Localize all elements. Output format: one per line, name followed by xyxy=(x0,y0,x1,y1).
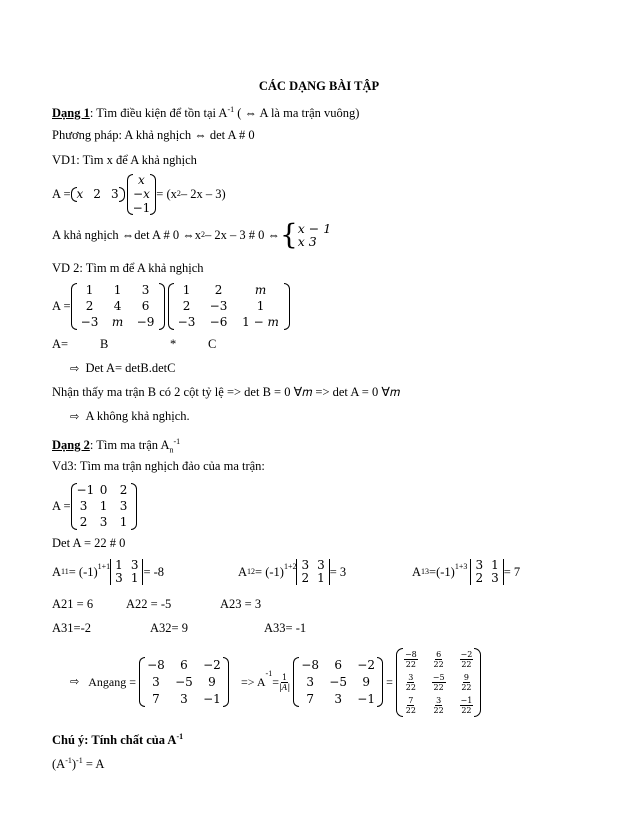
not-invertible-line: ⇨ A không khả nghịch. xyxy=(70,409,190,423)
cofactor-row-1 xyxy=(52,557,521,587)
cofactor-a11: A 11 = (-1) $^{1+1}$ 1 3 3 1 = -8 xyxy=(52,558,165,585)
dang2-line: Dạng 2: Tìm ma trận $A_n^{-1}$ xyxy=(52,437,181,455)
inverse-matrix: $\frac{-8}{22}$ $\frac{6}{22}$ $\frac{-2}{22}$ $\frac{3}{22}$ $\frac{-5}{22}$ $\frac{9}{22}$ $\frac{7}{22}$ $\frac{3}{22}$ $\frac{-1}{22}$ xyxy=(396,648,481,717)
dang1-label: Dạng 1 xyxy=(52,106,90,121)
vd1-line: VD1: Tìm x để A khả nghịch xyxy=(52,153,197,167)
cofactor-a13: A 13 =(-1) $^{1+3}$ 3 1 2 3 = 7 xyxy=(412,558,521,585)
page-title: CÁC DẠNG BÀI TẬP xyxy=(258,79,380,93)
implies-icon: ⇨ xyxy=(70,675,80,688)
vd3-line: Vd3: Tìm ma trận nghịch đảo của ma trận: xyxy=(52,459,265,473)
a2-line: A = 1 1 3 2 4 6 −3 𝑚 −9 1 2 𝑚 2 −3 1 −3 −6 1 − 𝑚 xyxy=(52,282,290,330)
matrix-c: 1 2 𝑚 2 −3 1 −3 −6 1 − 𝑚 xyxy=(168,283,290,330)
dang1-line: Dạng 1: Tìm điều kiện để tồn tại $A^{-1}$ ( ⇔ A là ma trận vuông) xyxy=(52,105,360,121)
implies-icon: ⇨ xyxy=(70,410,80,423)
matrix-b: 1 1 3 2 4 6 −3 𝑚 −9 xyxy=(71,283,165,330)
abc-line: A= B * C xyxy=(52,337,217,351)
det-bc-line: ⇨ Det A= detB.detC xyxy=(70,361,176,375)
method-line: Phương pháp: A khả nghịch ⇔ det A # 0 xyxy=(52,128,255,142)
implies-icon: ⇨ xyxy=(70,362,80,375)
adjugate-line: ⇨ Angang = −8 6 −2 3 −5 9 7 3 −1 => A $^{-1}$ = $\frac{1}{\text{|𝐴|}}$ −8 6 −2 3 −5 9 7 3 −1 = $\frac{-8}{22}$ $\frac{6}{22}$ $\frac{-2}{22}$ $\frac{3}{22}$ $\frac{-5}{22}$ $\frac{9}{22}$ $\frac{7}{22}$ $\frac{3}{22}$ $\frac{-1}{22}$ xyxy=(70,644,481,720)
property-line: $(A^{-1})^{-1} = A$ xyxy=(52,756,105,772)
a1-line: A = 𝑥 2 3 𝑥 −𝑥 −1 = (x 2 – 2x – 3) xyxy=(52,172,226,215)
cofactor-row-2: A21 = 6 A22 = -5 A23 = 3 xyxy=(52,597,262,611)
note-heading: Chú ý: Tính chất của $A^{-1}$ xyxy=(52,732,184,748)
cofactor-row-3: A31=-2 A32= 9 A33= -1 xyxy=(52,621,307,635)
dang2-label: Dạng 2 xyxy=(52,438,90,453)
cofactor-a12: A 12 = (-1) $^{1+2}$ 3 3 2 1 = 3 xyxy=(238,558,347,585)
vd2-line: VD 2: Tìm m để A khả nghịch xyxy=(52,261,204,275)
adjugate-matrix: −8 6 −2 3 −5 9 7 3 −1 xyxy=(139,657,229,707)
invertible-line: A khả nghịch ⇔det A # 0 ⇔x 2 – 2x – 3 # 0 ⇔ { 𝑥 − 1 𝑥 3 xyxy=(52,218,332,251)
a3-line: A = −1 0 2 3 1 3 2 3 1 xyxy=(52,483,137,529)
solution-system: 𝑥 − 1 𝑥 3 xyxy=(297,221,332,249)
row-vector: 𝑥 2 3 xyxy=(71,187,125,202)
adjugate-matrix-copy: −8 6 −2 3 −5 9 7 3 −1 xyxy=(293,657,383,707)
system-brace: { xyxy=(279,218,298,251)
inverse-det-fraction: $\frac{1}{\text{|𝐴|}}$ xyxy=(278,672,291,692)
det-a-line: Det A = 22 # 0 xyxy=(52,536,126,550)
column-vector: 𝑥 −𝑥 −1 xyxy=(127,174,157,215)
matrix-a: −1 0 2 3 1 3 2 3 1 xyxy=(71,483,137,530)
observe-line: Nhận thấy ma trận B có 2 cột tỷ lệ => det B = 0 ∀𝑚 => det A = 0 ∀𝑚 xyxy=(52,385,401,399)
